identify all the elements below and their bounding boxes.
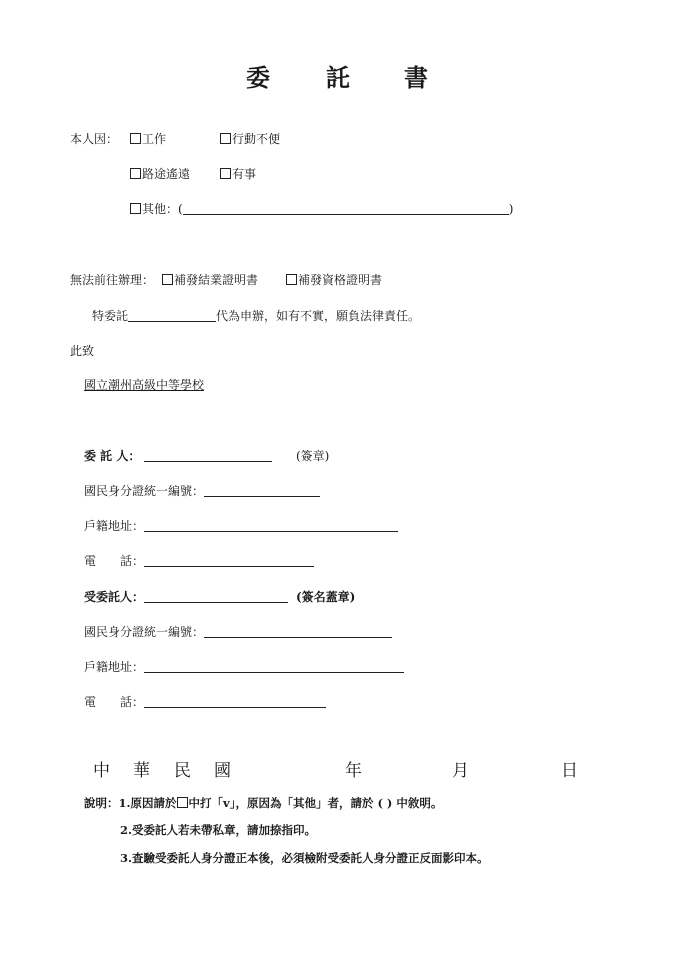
agent-label: 受委託人： bbox=[84, 591, 288, 603]
principal-label: 委 託 人： bbox=[84, 450, 272, 462]
note-2: 2.受委託人若未帶私章，請加捺指印。 bbox=[120, 823, 317, 837]
checkbox-icon bbox=[177, 797, 188, 808]
date-month: 月 bbox=[452, 761, 469, 781]
checkbox-icon[interactable] bbox=[220, 133, 231, 144]
date-era-4: 國 bbox=[214, 761, 231, 781]
note-1: 說明：1.原因請於 中打「v」，原因為「其他」者，請於 ( ) 中敘明。 bbox=[84, 796, 443, 810]
agent-id-field[interactable] bbox=[204, 626, 392, 638]
date-year: 年 bbox=[345, 761, 362, 781]
principal-address-row: 戶籍地址： bbox=[84, 520, 398, 532]
title-char-1: 委 bbox=[246, 63, 270, 92]
greeting: 此致 bbox=[70, 344, 95, 358]
principal-phone-row: 電 話： bbox=[84, 555, 314, 567]
checkbox-icon[interactable] bbox=[286, 274, 297, 285]
reason-option-distance[interactable]: 路途遙遠 bbox=[130, 168, 190, 180]
checkbox-icon[interactable] bbox=[162, 274, 173, 285]
principal-sign-field[interactable] bbox=[144, 450, 272, 462]
checkbox-icon[interactable] bbox=[220, 168, 231, 179]
agent-address-field[interactable] bbox=[144, 661, 404, 673]
date-era-2: 華 bbox=[133, 761, 150, 781]
agent-phone-row: 電 話： bbox=[84, 696, 326, 708]
apply-option-completion[interactable]: 補發結業證明書 bbox=[162, 274, 258, 286]
principal-id-field[interactable] bbox=[204, 485, 320, 497]
note-3: 3.查驗受委託人身分證正本後，必須檢附受委託人身分證正反面影印本。 bbox=[120, 851, 489, 865]
agent-name-field[interactable] bbox=[128, 310, 216, 322]
agent-sign-field[interactable] bbox=[144, 591, 288, 603]
entrust-sentence: 特委託 代為申辦，如有不實，願負法律責任。 bbox=[92, 309, 421, 323]
reason-label: 本人因： bbox=[70, 132, 119, 146]
apply-label: 無法前往辦理： bbox=[70, 273, 155, 287]
principal-phone-field[interactable] bbox=[144, 555, 314, 567]
recipient: 國立潮州高級中等學校 bbox=[84, 378, 205, 392]
principal-sign-note: (簽章) bbox=[296, 449, 330, 463]
principal-id-row: 國民身分證統一編號： bbox=[84, 485, 320, 497]
title-char-2: 託 bbox=[326, 63, 350, 92]
reason-option-work[interactable]: 工作 bbox=[130, 133, 166, 145]
date-day: 日 bbox=[561, 761, 578, 781]
agent-sign-note: (簽名蓋章) bbox=[296, 590, 356, 604]
reason-option-mobility[interactable]: 行動不便 bbox=[220, 133, 280, 145]
date-era-3: 民 bbox=[174, 761, 191, 781]
date-era-1: 中 bbox=[93, 761, 110, 781]
other-reason-field[interactable] bbox=[183, 203, 509, 215]
reason-option-busy[interactable]: 有事 bbox=[220, 168, 256, 180]
agent-phone-field[interactable] bbox=[144, 696, 326, 708]
checkbox-icon[interactable] bbox=[130, 168, 141, 179]
agent-id-row: 國民身分證統一編號： bbox=[84, 626, 392, 638]
apply-option-qualification[interactable]: 補發資格證明書 bbox=[286, 274, 382, 286]
title-char-3: 書 bbox=[404, 63, 428, 92]
checkbox-icon[interactable] bbox=[130, 133, 141, 144]
agent-address-row: 戶籍地址： bbox=[84, 661, 404, 673]
checkbox-icon[interactable] bbox=[130, 203, 141, 214]
reason-option-other[interactable]: 其他：( ) bbox=[130, 203, 513, 215]
principal-address-field[interactable] bbox=[144, 520, 398, 532]
